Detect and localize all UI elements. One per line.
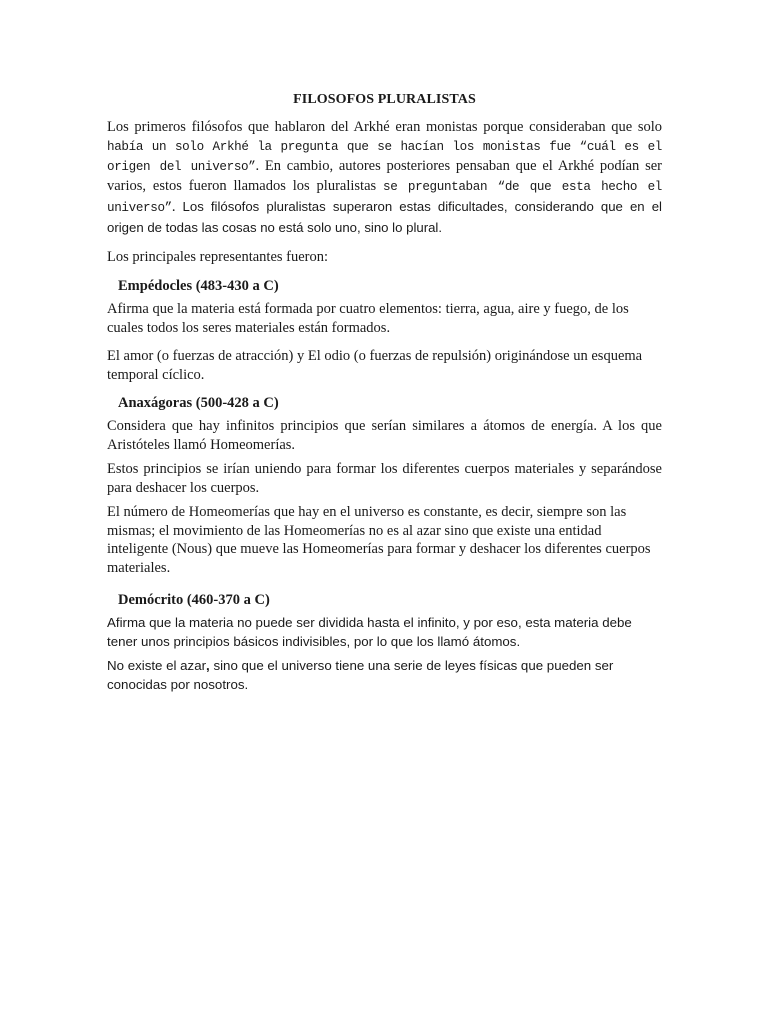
democrito-text-2a: No existe el azar	[107, 658, 207, 673]
democrito-paragraph-1: Afirma que la materia no puede ser dividida hasta el infinito, y por eso, esta materia debe tener unos principios básicos indivisibles, por lo que los llamó átomos.	[107, 615, 632, 649]
anaxagoras-paragraph-2: Estos principios se irían uniendo para formar los diferentes cuerpos materiales y separándose para deshacer los cuerpos.	[107, 461, 662, 496]
intro-text-3: . En cambio, autores posteriores pensaban que el Arkhé podían ser varios, estos fueron llamados los pluralistas	[107, 158, 662, 194]
document-title: FILOSOFOS PLURALISTAS	[293, 92, 476, 107]
intro-text-5: .	[171, 199, 183, 215]
anaxagoras-paragraph-1: Considera que hay infinitos principios que serían similares a átomos de energía. A los que Aristóteles llamó Homeomerías.	[107, 418, 662, 453]
empedocles-paragraph-2: El amor (o fuerzas de atracción) y El odio (o fuerzas de repulsión) originándose un esquema temporal cíclico.	[107, 348, 643, 383]
empedocles-paragraph-1: Afirma que la materia está formada por cuatro elementos: tierra, agua, aire y fuego, de los cuales todos los seres materiales están formados.	[107, 301, 629, 336]
democrito-text-2c: sino que el universo tiene una serie de leyes físicas que pueden ser conocidas por nosotros.	[107, 658, 614, 692]
intro-text-4: se preguntaban “de que esta hecho el universo”	[107, 180, 662, 215]
intro-text-2: había un solo Arkhé la pregunta que se hacían los monistas fue “cuál es el origen del universo”	[107, 140, 662, 174]
anaxagoras-paragraph-3: El número de Homeomerías que hay en el universo es constante, es decir, siempre son las mismas; el movimiento de las Homeomerías no es al azar sino que existe una entidad inteligente (Nous) que mueve las Homeomerías para formar y deshacer los diferentes cuerpos materiales.	[107, 504, 651, 576]
empedocles-heading: Empédocles (483-430 a C)	[118, 278, 279, 294]
anaxagoras-heading: Anaxágoras (500-428 a C)	[118, 395, 279, 411]
representatives-intro: Los principales representantes fueron:	[107, 249, 329, 265]
intro-paragraph	[107, 118, 662, 238]
democrito-text-2b: ,	[206, 658, 210, 673]
democrito-paragraph-2	[107, 657, 662, 694]
democrito-heading: Demócrito (460-370 a C)	[118, 592, 270, 608]
intro-text-6: Los filósofos pluralistas superaron estas dificultades, considerando que en el origen de todas las cosas no está solo uno, sino lo plural.	[107, 199, 662, 235]
document-page	[107, 92, 662, 700]
intro-text-1: Los primeros filósofos que hablaron del Arkhé eran monistas porque consideraban que solo	[107, 119, 662, 135]
